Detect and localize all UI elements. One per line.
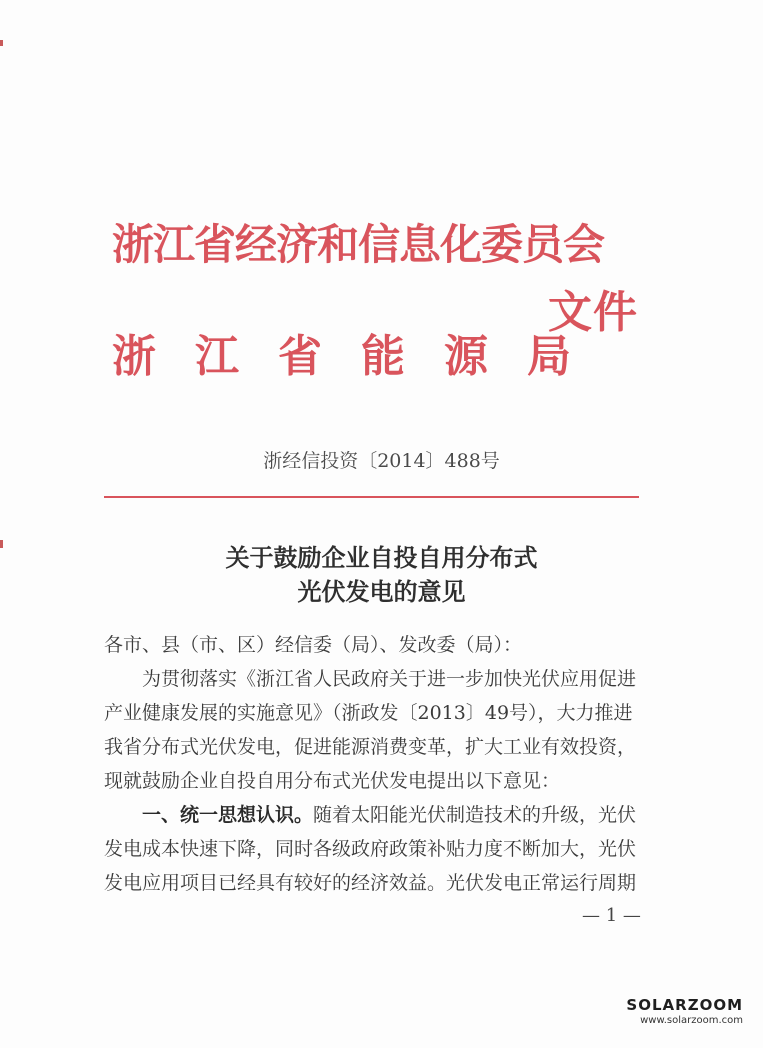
page-number: — 1 — [582, 905, 641, 926]
scan-edge-mark [0, 40, 3, 46]
red-divider-line [104, 496, 639, 498]
section-1-heading: 一、统一思想认识。 [142, 804, 314, 826]
salutation: 各市、县（市、区）经信委（局）、发改委（局）： [104, 634, 523, 656]
watermark [626, 998, 743, 1026]
paragraph-line: 我省分布式光伏发电，促进能源消费变革，扩大工业有效投资， [104, 736, 637, 758]
paragraph-line: 发电成本快速下降，同时各级政府政策补贴力度不断加大，光伏 [104, 838, 637, 860]
paragraph-line: 为贯彻落实《浙江省人民政府关于进一步加快光伏应用促进 [142, 668, 637, 690]
document-label: 文件 [548, 287, 638, 338]
document-number: 浙经信投资〔2014〕488号 [263, 450, 500, 472]
section-1-first-line [104, 800, 660, 827]
agency-name-line-2: 浙江省能源局 [112, 331, 610, 382]
section-1-text: 随着太阳能光伏制造技术的升级，光伏 [313, 804, 637, 826]
document-title-line-2: 光伏发电的意见 [297, 577, 466, 606]
paragraph-line: 发电应用项目已经具有较好的经济效益。光伏发电正常运行周期 [104, 872, 637, 894]
paragraph-line: 产业健康发展的实施意见》（浙政发〔2013〕49号），大力推进 [104, 702, 633, 724]
watermark-brand: SOLARZOOM [626, 996, 743, 1014]
document-title-line-1: 关于鼓励企业自投自用分布式 [225, 543, 538, 572]
agency-name-line-1: 浙江省经济和信息化委员会 [112, 220, 605, 269]
paragraph-line: 现就鼓励企业自投自用分布式光伏发电提出以下意见： [104, 770, 561, 792]
watermark-url: www.solarzoom.com [640, 1015, 743, 1026]
